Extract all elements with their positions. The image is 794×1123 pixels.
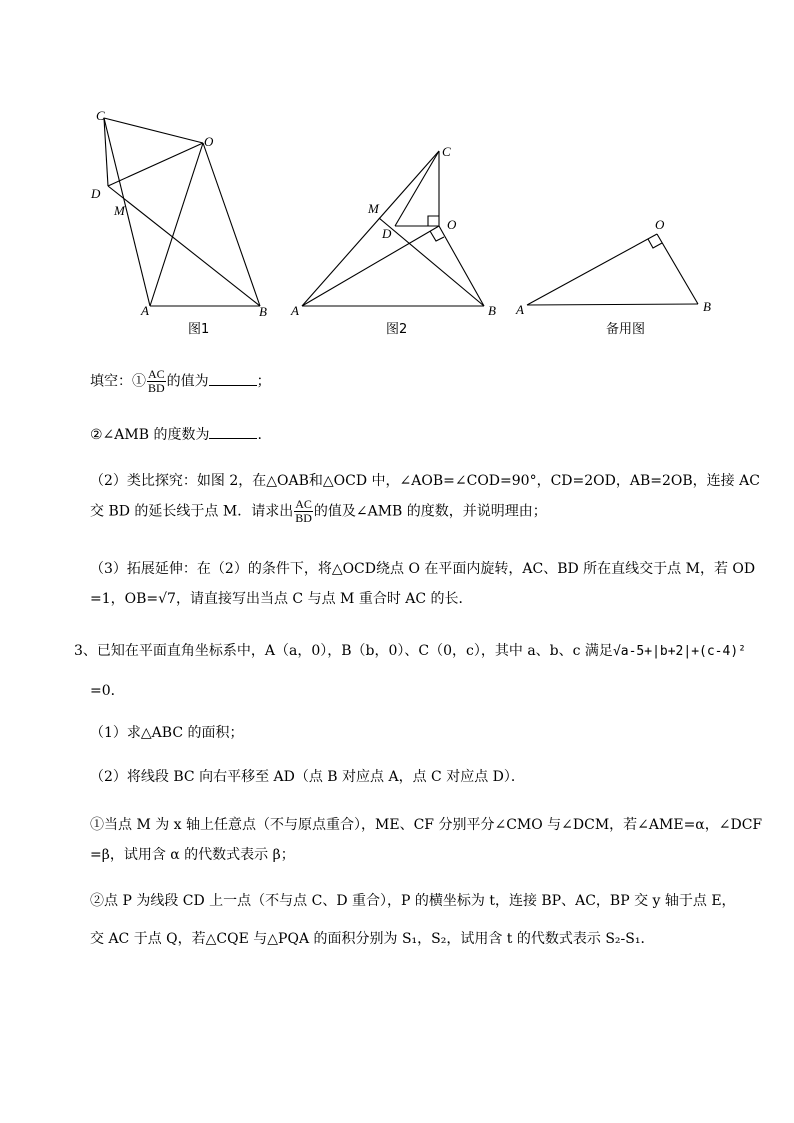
q3-part1: （1）求△ABC 的面积； [90,725,244,741]
fig3-label-b: B [703,299,711,314]
part2-line2-a: 交 BD 的延长线于点 M．请求出 [90,503,294,520]
fraction-denominator: BD [148,381,165,395]
fig3-label-a: A [516,302,524,317]
fig1-label-m: M [114,203,125,218]
fig2-label-a: A [291,303,299,318]
fill-1-end: ； [256,373,271,390]
fill-1-suffix: 的值为 [166,373,209,390]
part3-line2-a: =1，OB= [90,591,159,607]
answer-blank-2[interactable] [209,426,257,439]
fill-2-end: . [257,427,262,443]
q3-line1-text: 3、已知在平面直角坐标系中，A（a，0），B（b，0）、C（0，c），其中 a、b、c 满足 [74,643,613,659]
fig2-label-d: D [382,226,392,241]
q3-expression: √a-5+|b+2|+(c-4)² [612,644,746,659]
part2-line2 [90,498,547,525]
q3-part2-2-line1: ②点 P 为线段 CD 上一点（不与点 C、D 重合），P 的横坐标为 t，连接 BP、AC，BP 交 y 轴于点 E， [90,893,736,909]
fig2-label-b: B [488,303,496,318]
part2-line2-b: 的值及∠AMB 的度数，并说明理由； [313,503,547,520]
fig1-label-d: D [91,186,101,201]
fig1-label-b: B [259,304,267,319]
q3-part2-1-line2: =β，试用含 α 的代数式表示 β； [90,847,295,863]
fig1-label-c: C [96,108,105,123]
q3-part2: （2）将线段 BC 向右平移至 AD（点 B 对应点 A，点 C 对应点 D）． [90,769,525,785]
part3-line2 [90,588,473,608]
part3-line1: （3）拓展延伸：在（2）的条件下，将△OCD绕点 O 在平面内旋转，AC、BD 所在直线交于点 M，若 OD [90,561,756,577]
q3-part2-1-line1: ①当点 M 为 x 轴上任意点（不与原点重合），ME、CF 分别平分∠CMO 与∠DCM，若∠AME=α，∠DCF [90,817,763,833]
fig1-caption: 图1 [188,322,210,337]
fraction-numerator: AC [148,367,165,381]
fig3-label-o: O [655,217,665,232]
fraction-denominator-2: BD [295,511,312,525]
answer-blank-1[interactable] [209,373,257,386]
sqrt-7: √7 [158,591,176,607]
figure-3 [527,234,698,305]
fig1-label-a: A [141,303,149,318]
fill-1-prefix: 填空：① [90,373,146,390]
q3-line1 [74,640,746,660]
figures-svg [0,0,794,345]
fraction-ac-bd [147,368,166,395]
fill-2 [90,424,262,444]
q3-part2-2-line2: 交 AC 于点 Q，若△CQE 与△PQA 的面积分别为 S₁，S₂，试用含 t 的代数式表示 S₂-S₁． [90,931,655,947]
figure-1 [104,118,260,306]
q3-line2: =0． [90,683,125,699]
fraction-numerator-2: AC [295,497,312,511]
fill-2-text: ②∠AMB 的度数为 [90,427,210,443]
fig1-label-o: O [204,134,214,149]
fig3-caption: 备用图 [606,322,646,337]
fill-1 [90,368,271,395]
part2-line1: （2）类比探究：如图 2，在△OAB和△OCD 中，∠AOB=∠COD=90°，CD=2OD，AB=2OB，连接 AC [90,473,760,489]
figure-2 [302,151,484,306]
fig2-caption: 图2 [386,322,408,337]
fig2-label-c: C [442,144,451,159]
figures-area [0,0,794,345]
fig2-label-m: M [368,201,379,216]
fig2-label-o: O [447,217,457,232]
part3-line2-b: ，请直接写出当点 C 与点 M 重合时 AC 的长． [175,591,473,607]
fraction-ac-bd-2 [294,498,313,525]
